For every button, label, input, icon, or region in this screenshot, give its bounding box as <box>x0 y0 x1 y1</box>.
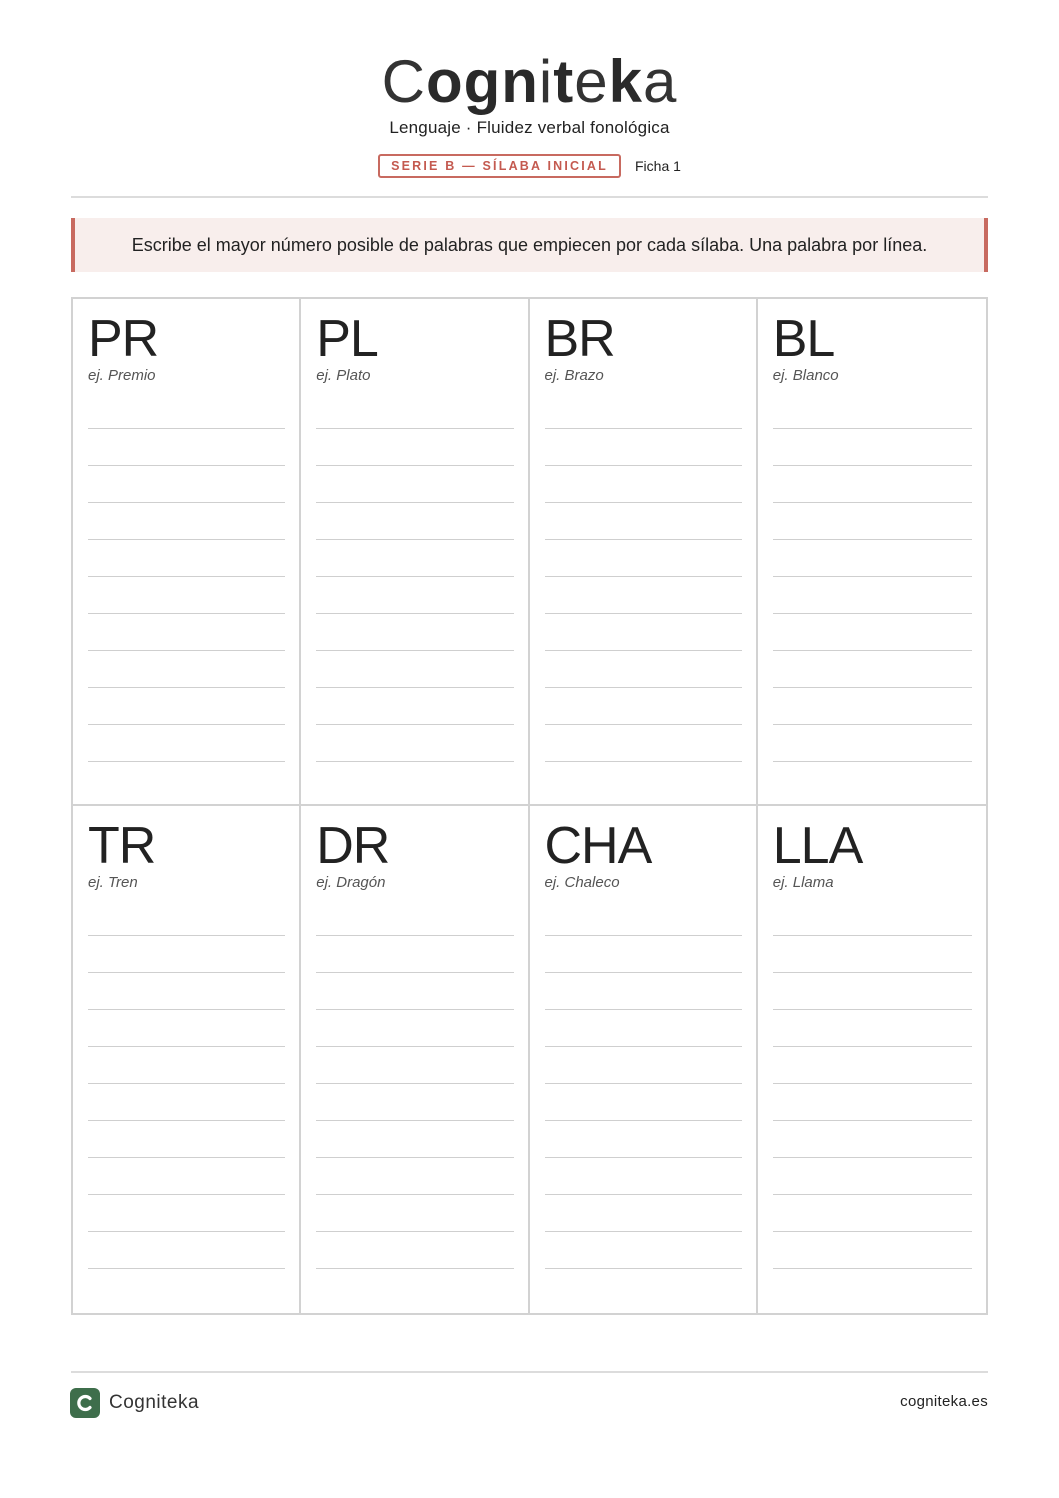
writing-line <box>545 1009 742 1010</box>
writing-line <box>316 1120 513 1121</box>
writing-line <box>545 972 742 973</box>
writing-line <box>316 724 513 725</box>
writing-line <box>316 502 513 503</box>
writing-line <box>316 1083 513 1084</box>
writing-line <box>88 724 285 725</box>
syllable-example: ej. Brazo <box>544 367 604 384</box>
writing-line <box>316 1268 513 1269</box>
logo-letter: k <box>608 48 643 115</box>
writing-line <box>773 1009 972 1010</box>
writing-line <box>545 761 742 762</box>
page-header <box>0 0 1059 178</box>
series-badge: SERIE B — SÍLABA INICIAL <box>378 154 621 178</box>
writing-line <box>773 1120 972 1121</box>
writing-line <box>316 687 513 688</box>
writing-line <box>773 576 972 577</box>
syllable-grid <box>71 297 988 1315</box>
writing-line <box>88 687 285 688</box>
syllable-heading: CHA <box>544 817 652 875</box>
writing-line <box>545 465 742 466</box>
logo-letter: a <box>643 48 678 115</box>
logo-letter: og <box>425 48 502 115</box>
writing-line <box>316 576 513 577</box>
logo-letter: i <box>538 48 554 115</box>
syllable-example: ej. Tren <box>88 874 138 891</box>
syllable-heading: LLA <box>772 817 863 875</box>
writing-line <box>88 502 285 503</box>
writing-line <box>773 761 972 762</box>
writing-line <box>773 465 972 466</box>
writing-line <box>316 1194 513 1195</box>
writing-line <box>316 465 513 466</box>
writing-line <box>773 1268 972 1269</box>
footer-brand-name: Cogniteka <box>109 1392 200 1413</box>
writing-line <box>773 935 972 936</box>
syllable-cell <box>758 806 986 1313</box>
syllable-cell <box>530 806 758 1313</box>
writing-line <box>88 613 285 614</box>
syllable-heading: PL <box>316 310 378 368</box>
writing-line <box>316 650 513 651</box>
syllable-cell <box>301 299 529 806</box>
writing-line <box>88 1157 285 1158</box>
writing-line <box>545 1231 742 1232</box>
writing-line <box>88 935 285 936</box>
syllable-heading: PR <box>88 310 159 368</box>
writing-line <box>773 539 972 540</box>
writing-line <box>773 428 972 429</box>
logo-letter: e <box>574 48 609 115</box>
syllable-heading: TR <box>88 817 156 875</box>
syllable-heading: BR <box>544 310 615 368</box>
page-subtitle: Lenguaje · Fluidez verbal fonológica <box>389 118 670 137</box>
writing-line <box>545 428 742 429</box>
writing-line <box>88 539 285 540</box>
writing-line <box>88 576 285 577</box>
writing-line <box>316 1046 513 1047</box>
writing-line <box>545 502 742 503</box>
writing-line <box>773 1231 972 1232</box>
writing-line <box>545 576 742 577</box>
syllable-cell <box>530 299 758 806</box>
writing-line <box>316 613 513 614</box>
footer-brand <box>70 1388 199 1418</box>
syllable-heading: BL <box>772 310 835 368</box>
writing-line <box>545 687 742 688</box>
writing-line <box>88 1268 285 1269</box>
writing-line <box>88 1194 285 1195</box>
writing-line <box>545 935 742 936</box>
writing-line <box>545 1268 742 1269</box>
syllable-example: ej. Llama <box>772 874 834 891</box>
writing-line <box>88 428 285 429</box>
writing-line <box>316 972 513 973</box>
writing-line <box>88 1083 285 1084</box>
instruction-text: Escribe el mayor número posible de palabras que empiecen por cada sílaba. Una palabra por línea. <box>131 234 928 255</box>
writing-line <box>545 1194 742 1195</box>
syllable-example: ej. Plato <box>316 367 371 384</box>
writing-line <box>773 1046 972 1047</box>
brand-logo <box>382 50 678 114</box>
header-divider <box>71 196 988 198</box>
writing-line <box>773 650 972 651</box>
instruction-box <box>71 218 988 272</box>
writing-line <box>316 935 513 936</box>
writing-line <box>88 650 285 651</box>
writing-line <box>545 1120 742 1121</box>
syllable-example: ej. Blanco <box>772 367 839 384</box>
logo-letter: t <box>553 48 575 115</box>
syllable-cell <box>73 299 301 806</box>
writing-line <box>88 1120 285 1121</box>
writing-line <box>773 724 972 725</box>
syllable-cell <box>758 299 986 806</box>
writing-line <box>773 502 972 503</box>
syllable-example: ej. Dragón <box>316 874 386 891</box>
writing-line <box>316 1009 513 1010</box>
writing-line <box>545 1046 742 1047</box>
writing-line <box>88 465 285 466</box>
writing-line <box>773 613 972 614</box>
writing-line <box>88 972 285 973</box>
writing-line <box>316 761 513 762</box>
writing-line <box>316 428 513 429</box>
writing-line <box>545 650 742 651</box>
syllable-cell <box>73 806 301 1313</box>
writing-line <box>316 539 513 540</box>
writing-line <box>545 539 742 540</box>
writing-line <box>545 613 742 614</box>
footer-url: cogniteka.es <box>900 1393 988 1410</box>
writing-line <box>773 1194 972 1195</box>
writing-line <box>88 1231 285 1232</box>
writing-line <box>773 1083 972 1084</box>
logo-letter: n <box>501 48 539 115</box>
writing-line <box>773 687 972 688</box>
writing-line <box>545 1157 742 1158</box>
writing-line <box>316 1231 513 1232</box>
meta-row <box>0 154 1059 178</box>
writing-line <box>88 761 285 762</box>
writing-line <box>773 1157 972 1158</box>
writing-line <box>545 1083 742 1084</box>
writing-line <box>316 1157 513 1158</box>
writing-line <box>88 1046 285 1047</box>
footer-divider <box>71 1371 988 1373</box>
writing-line <box>545 724 742 725</box>
logo-letter: C <box>381 48 426 115</box>
writing-line <box>88 1009 285 1010</box>
syllable-heading: DR <box>316 817 390 875</box>
sheet-label: Ficha 1 <box>635 158 681 174</box>
syllable-example: ej. Chaleco <box>544 874 620 891</box>
logo-mark-icon <box>70 1388 100 1418</box>
writing-line <box>773 972 972 973</box>
syllable-example: ej. Premio <box>88 367 156 384</box>
syllable-cell <box>301 806 529 1313</box>
